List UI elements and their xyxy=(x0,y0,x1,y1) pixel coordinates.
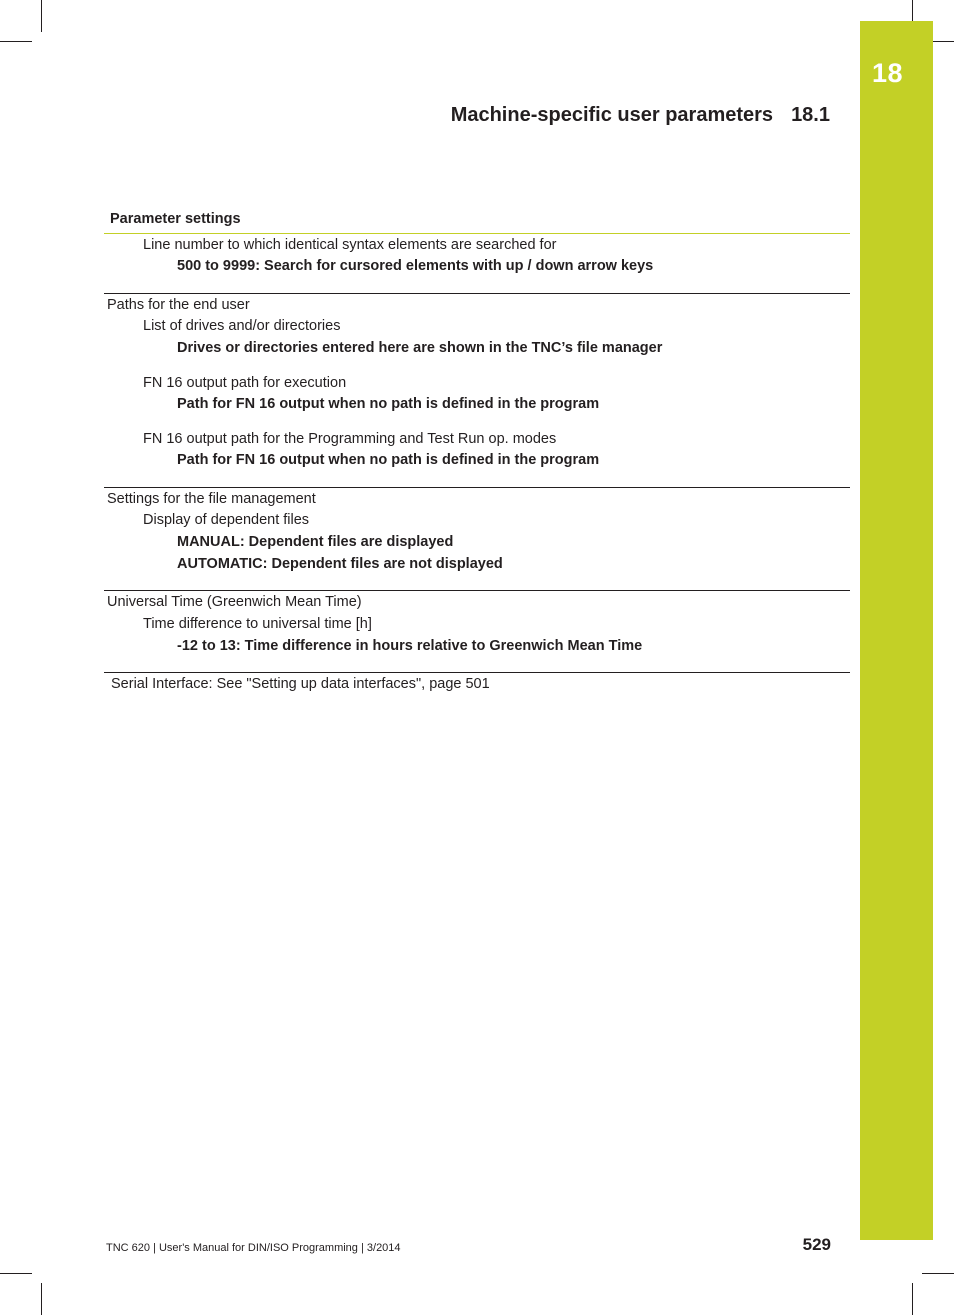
param-value: AUTOMATIC: Dependent files are not displayed xyxy=(177,556,503,572)
param-value: -12 to 13: Time difference in hours relative to Greenwich Mean Time xyxy=(177,638,643,654)
header-title: Machine-specific user parameters xyxy=(450,104,774,126)
param-label: Time difference to universal time [h] xyxy=(143,616,372,632)
row-divider xyxy=(104,590,850,591)
param-group: Settings for the file management xyxy=(107,491,316,507)
chapter-number: 18 xyxy=(872,58,904,88)
param-label: Display of dependent files xyxy=(143,512,310,528)
heading-rule xyxy=(104,233,850,234)
crop-mark xyxy=(0,1273,32,1274)
param-value: 500 to 9999: Search for cursored elements with up / down arrow keys xyxy=(177,258,654,274)
param-value: MANUAL: Dependent files are displayed xyxy=(177,534,454,550)
param-label: FN 16 output path for execution xyxy=(143,375,347,391)
row-divider xyxy=(104,293,850,294)
param-value: Path for FN 16 output when no path is defined in the program xyxy=(177,396,600,412)
footer-text: TNC 620 | User's Manual for DIN/ISO Programming | 3/2014 xyxy=(106,1242,401,1254)
param-group: Paths for the end user xyxy=(107,297,250,313)
param-label: Line number to which identical syntax elements are searched for xyxy=(143,237,557,253)
param-value: Drives or directories entered here are shown in the TNC’s file manager xyxy=(177,340,663,356)
param-label: List of drives and/or directories xyxy=(143,318,341,334)
crop-mark xyxy=(0,41,32,42)
param-value: Path for FN 16 output when no path is defined in the program xyxy=(177,452,600,468)
cross-reference: Serial Interface: See "Setting up data interfaces", page 501 xyxy=(111,676,490,692)
crop-mark xyxy=(912,1283,913,1315)
table-heading: Parameter settings xyxy=(110,211,241,227)
param-label: FN 16 output path for the Programming and Test Run op. modes xyxy=(143,431,557,447)
running-header xyxy=(451,104,830,127)
row-divider xyxy=(104,487,850,488)
crop-mark xyxy=(41,0,42,32)
chapter-tab xyxy=(860,21,933,1240)
param-group: Universal Time (Greenwich Mean Time) xyxy=(107,594,362,610)
crop-mark xyxy=(41,1283,42,1315)
page-number: 529 xyxy=(802,1235,831,1254)
crop-mark xyxy=(922,1273,954,1274)
header-section: 18.1 xyxy=(791,104,830,126)
row-divider xyxy=(104,672,850,673)
